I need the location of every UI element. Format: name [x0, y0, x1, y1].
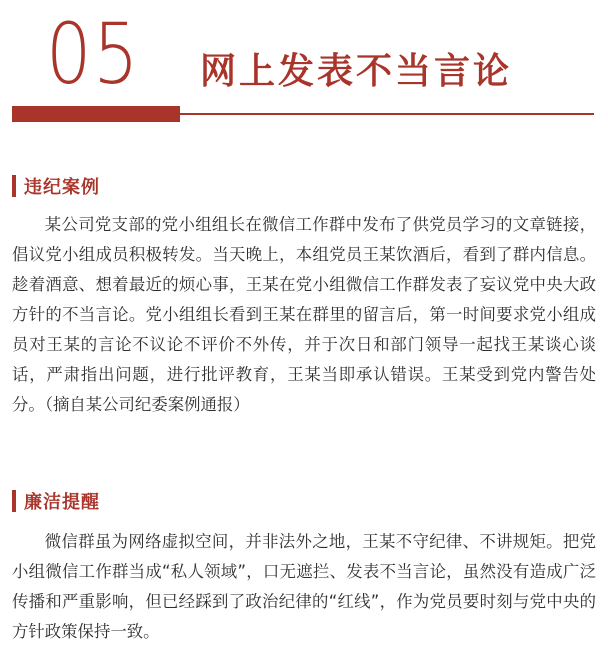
case-heading-label: 违纪案例: [24, 177, 100, 198]
heading-bar: [12, 175, 16, 197]
section-header: [0, 0, 608, 130]
case-section-heading: [12, 175, 100, 197]
section-number: 05: [46, 5, 141, 103]
case-paragraph: 某公司党支部的党小组组长在微信工作群中发布了供党员学习的文章链接，倡议党小组成员积极转发。当天晚上，本组党员王某饮酒后，看到了群内信息。趁着酒意、想着最近的烦心事，王某在党小组微信工作群发表了妄议党中央大政方针的不当言论。党小组组长看到王某在群里的留言后，第一时间要求党小组成员对王某的言论不议论不评价不外传，并于次日和部门领导一起找王某谈心谈话，严肃指出问题，进行批评教育，王某当即承认错误。王某受到党内警告处分。（摘自某公司纪委案例通报）: [12, 215, 596, 414]
page-title: 网上发表不当言论: [200, 51, 513, 92]
header-rule-thick: [12, 106, 180, 122]
header-rule-thin: [180, 113, 594, 115]
reminder-paragraph: 微信群虽为网络虚拟空间，并非法外之地，王某不守纪律、不讲规矩。把党小组微信工作群当成“私人领域”，口无遮拦、发表不当言论，虽然没有造成广泛传播和严重影响，但已经踩到了政治纪律的“红线”，作为党员要时刻与党中央的方针政策保持一致。: [12, 532, 596, 641]
reminder-heading-label: 廉洁提醒: [24, 492, 100, 513]
heading-bar: [12, 490, 16, 512]
reminder-section-heading: [12, 490, 100, 512]
